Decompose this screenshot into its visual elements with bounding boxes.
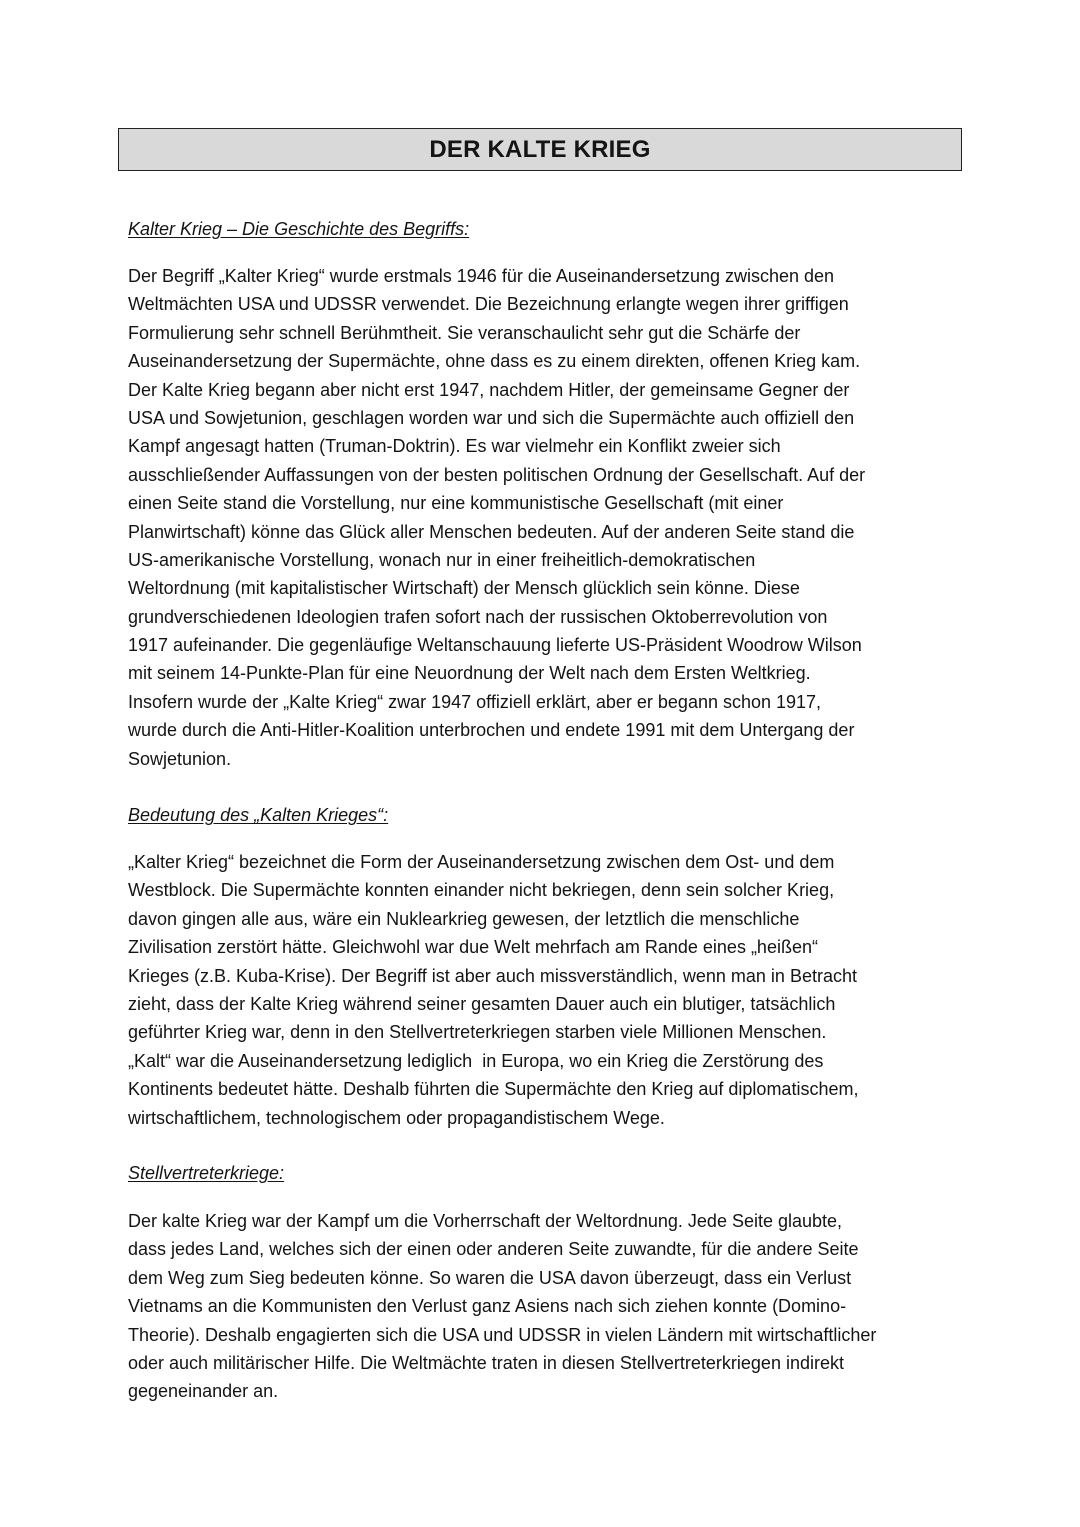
- paragraph-stellvertreterkriege: [128, 1207, 1028, 1406]
- paragraph-line: Der kalte Krieg war der Kampf um die Vorherrschaft der Weltordnung. Jede Seite glaubte,: [128, 1211, 843, 1231]
- section-heading-bedeutung: Bedeutung des „Kalten Krieges“:: [128, 805, 389, 825]
- paragraph-line: US-amerikanische Vorstellung, wonach nur in einer freiheitlich-demokratischen: [128, 549, 756, 570]
- title-box: [118, 128, 962, 171]
- paragraph-line: grundverschiedenen Ideologien trafen sofort nach der russischen Oktoberrevolution von: [128, 606, 828, 627]
- paragraph-line: „Kalt“ war die Auseinandersetzung lediglich in Europa, wo ein Krieg die Zerstörung des: [128, 1050, 824, 1071]
- section-heading-begriff: Kalter Krieg – Die Geschichte des Begriffs:: [128, 219, 470, 239]
- paragraph-line: wirtschaftlichem, technologischem oder propagandistischem Wege.: [128, 1107, 665, 1128]
- paragraph-line: mit seinem 14-Punkte-Plan für eine Neuordnung der Welt nach dem Ersten Weltkrieg.: [128, 663, 811, 684]
- paragraph-line: Vietnams an die Kommunisten den Verlust ganz Asiens nach sich ziehen konnte (Domino-: [128, 1296, 847, 1317]
- paragraph-line: davon gingen alle aus, wäre ein Nuklearkrieg gewesen, der letztlich die menschliche: [128, 908, 800, 929]
- paragraph-line: gegeneinander an.: [128, 1381, 279, 1402]
- paragraph-line: Formulierung sehr schnell Berühmtheit. Sie veranschaulicht sehr gut die Schärfe der: [128, 322, 801, 343]
- section-heading-stellvertreterkriege: Stellvertreterkriege:: [128, 1163, 285, 1183]
- paragraph-line: dass jedes Land, welches sich der einen oder anderen Seite zuwandte, für die andere Seite: [128, 1239, 859, 1260]
- paragraph-line: Der Kalte Krieg begann aber nicht erst 1947, nachdem Hitler, der gemeinsame Gegner der: [128, 379, 850, 400]
- paragraph-line: ausschließender Auffassungen von der besten politischen Ordnung der Gesellschaft. Auf der: [128, 464, 866, 485]
- paragraph-line: Krieges (z.B. Kuba-Krise). Der Begriff ist aber auch missverständlich, wenn man in Betracht: [128, 965, 857, 986]
- paragraph-line: Kontinents bedeutet hätte. Deshalb führten die Supermächte den Krieg auf diplomatischem,: [128, 1079, 859, 1100]
- paragraph-line: Der Begriff „Kalter Krieg“ wurde erstmals 1946 für die Auseinandersetzung zwischen den: [128, 266, 835, 286]
- paragraph-line: Auseinandersetzung der Supermächte, ohne dass es zu einem direkten, offenen Krieg kam.: [128, 351, 861, 372]
- paragraph-line: USA und Sowjetunion, geschlagen worden war und sich die Supermächte auch offiziell den: [128, 407, 855, 428]
- paragraph-line: „Kalter Krieg“ bezeichnet die Form der Auseinandersetzung zwischen dem Ost- und dem: [128, 852, 835, 872]
- paragraph-line: geführter Krieg war, denn in den Stellvertreterkriegen starben viele Millionen Menschen.: [128, 1022, 827, 1043]
- paragraph-begriff: [128, 262, 1028, 773]
- paragraph-line: zieht, dass der Kalte Krieg während seiner gesamten Dauer auch ein blutiger, tatsächlich: [128, 993, 836, 1014]
- paragraph-line: Kampf angesagt hatten (Truman-Doktrin). Es war vielmehr ein Konflikt zweier sich: [128, 436, 781, 457]
- paragraph-line: Westblock. Die Supermächte konnten einander nicht bekriegen, denn sein solcher Krieg,: [128, 880, 835, 901]
- paragraph-line: 1917 aufeinander. Die gegenläufige Weltanschauung lieferte US-Präsident Woodrow Wilson: [128, 635, 862, 656]
- paragraph-line: einen Seite stand die Vorstellung, nur eine kommunistische Gesellschaft (mit einer: [128, 493, 784, 514]
- paragraph-line: Weltmächten USA und UDSSR verwendet. Die Bezeichnung erlangte wegen ihrer griffigen: [128, 294, 849, 315]
- paragraph-line: Insofern wurde der „Kalte Krieg“ zwar 1947 offiziell erklärt, aber er begann schon 1917,: [128, 691, 822, 712]
- paragraph-line: Theorie). Deshalb engagierten sich die USA und UDSSR in vielen Ländern mit wirtschaftlicher: [128, 1324, 877, 1345]
- paragraph-bedeutung: [128, 848, 1028, 1132]
- paragraph-line: Zivilisation zerstört hätte. Gleichwohl war due Welt mehrfach am Rande eines „heißen“: [128, 937, 818, 958]
- paragraph-line: Weltordnung (mit kapitalistischer Wirtschaft) der Mensch glücklich sein könne. Diese: [128, 578, 800, 599]
- paragraph-line: oder auch militärischer Hilfe. Die Weltmächte traten in diesen Stellvertreterkriegen indirekt: [128, 1352, 844, 1373]
- paragraph-line: Sowjetunion.: [128, 748, 232, 769]
- document-title: DER KALTE KRIEG: [429, 135, 651, 163]
- paragraph-line: wurde durch die Anti-Hitler-Koalition unterbrochen und endete 1991 mit dem Untergang der: [128, 720, 855, 741]
- paragraph-line: dem Weg zum Sieg bedeuten könne. So waren die USA davon überzeugt, dass ein Verlust: [128, 1267, 852, 1288]
- paragraph-line: Planwirtschaft) könne das Glück aller Menschen bedeuten. Auf der anderen Seite stand die: [128, 521, 855, 542]
